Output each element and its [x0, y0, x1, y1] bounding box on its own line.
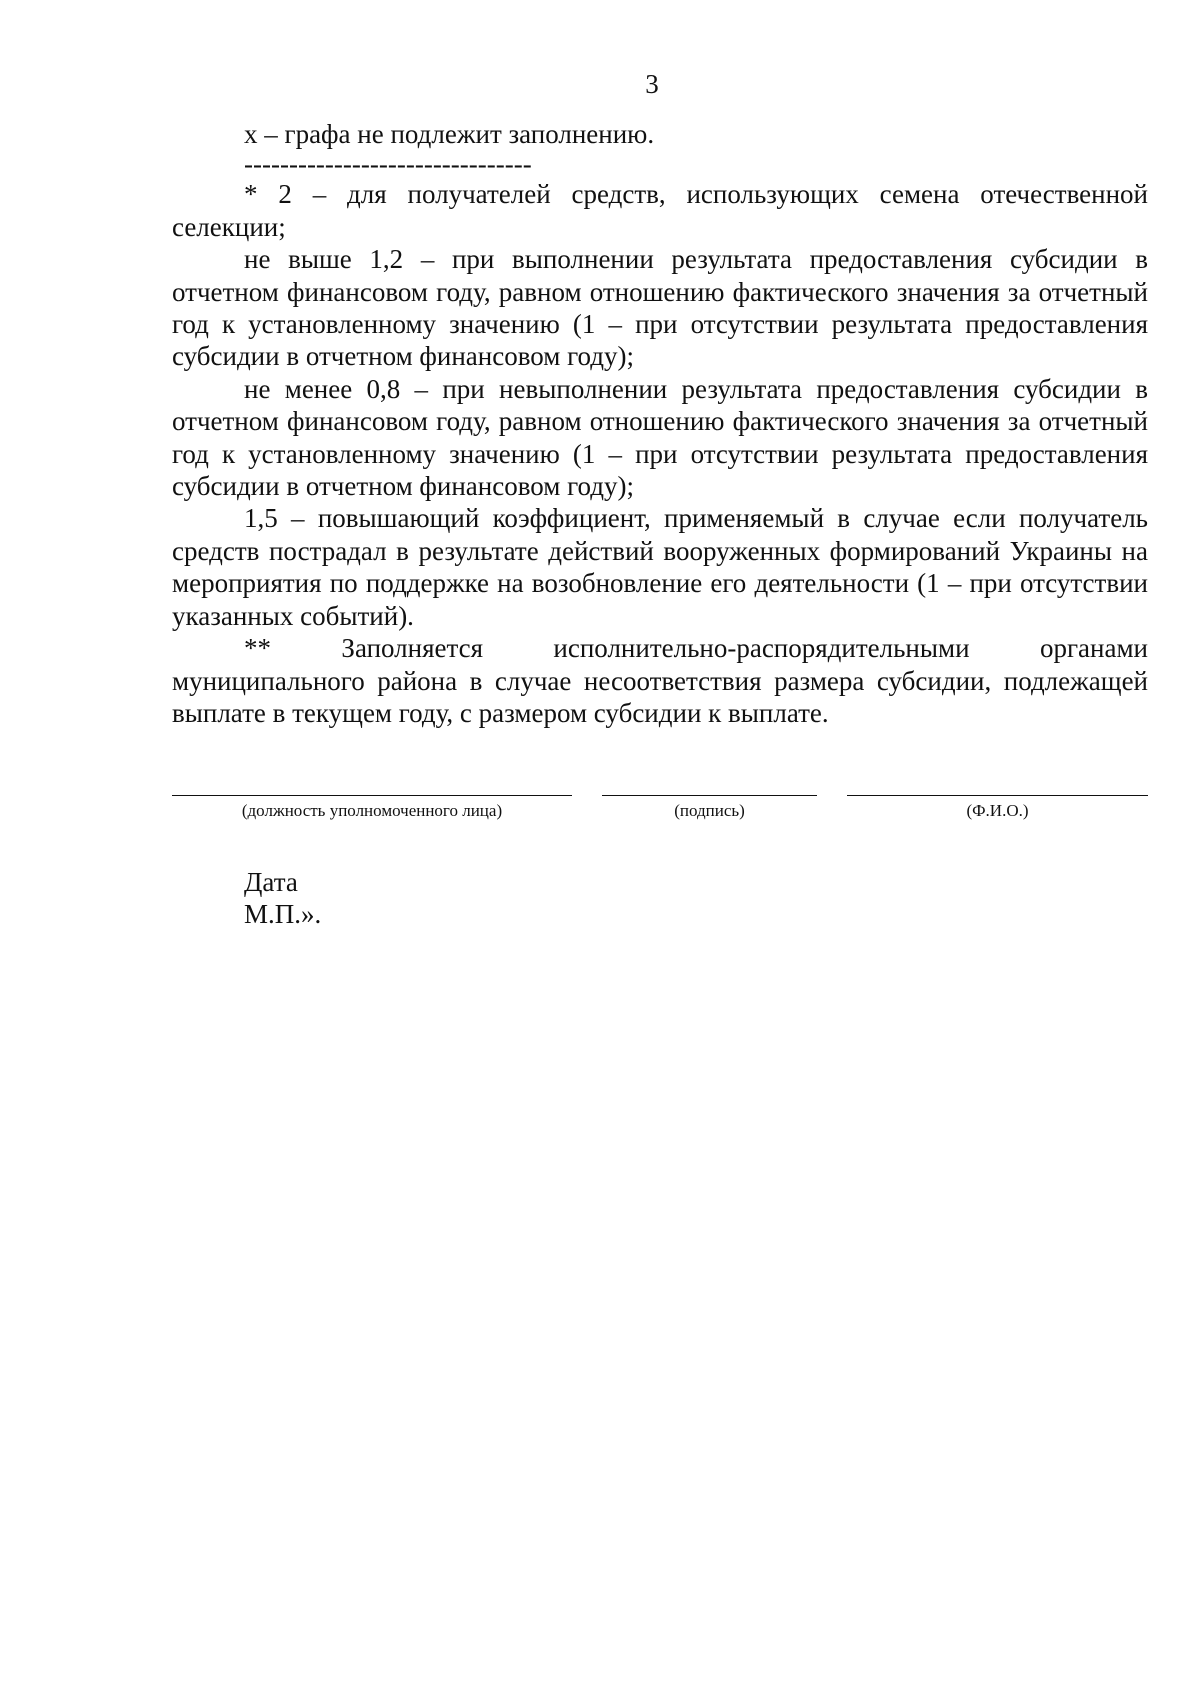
date-stamp-block [244, 866, 321, 931]
footnote-separator: -------------------------------- [244, 149, 532, 180]
page-number: 3 [645, 69, 659, 99]
document-body [172, 118, 1148, 729]
footnote-paragraph-3: не менее 0,8 – при невыполнении результата предоставления субсидии в отчетном финансовом году, равном отношению фактического значения за отчетный год к установленному значению (1 – при отсутствии результата предоставления субсидии в отчетном финансовом году); [172, 373, 1148, 502]
footnote-paragraph-1: * 2 – для получателей средств, использующих семена отечественной селекции; [172, 179, 1148, 242]
name-line [847, 795, 1148, 796]
signature-line [602, 795, 817, 796]
footnote-paragraph-2: не выше 1,2 – при выполнении результата предоставления субсидии в отчетном финансовом году, равном отношению фактического значения за отчетный год к установленному значению (1 – при отсутствии результата предоставления субсидии в отчетном финансовом году); [172, 244, 1148, 372]
footnote-paragraph-4: 1,5 – повышающий коэффициент, применяемый в случае если получатель средств пострадал в результате действий вооруженных формирований Украины на мероприятия по поддержке на возобновление его деятельности (1 – при отсутствии указанных событий). [172, 503, 1148, 631]
date-label: Дата [244, 867, 298, 897]
signature-caption: (подпись) [674, 801, 745, 820]
name-caption: (Ф.И.О.) [966, 801, 1029, 820]
position-line [172, 795, 572, 796]
note-x: х – графа не подлежит заполнению. [244, 119, 655, 149]
footnote-paragraph-5: ** Заполняется исполнительно-распорядительными органами муниципального района в случае несоответствия размера субсидии, подлежащей выплате в текущем году, с размером субсидии к выплате. [172, 633, 1148, 728]
signature-row [172, 795, 1148, 835]
stamp-label: М.П.». [244, 899, 322, 930]
position-caption: (должность уполномоченного лица) [241, 801, 503, 820]
